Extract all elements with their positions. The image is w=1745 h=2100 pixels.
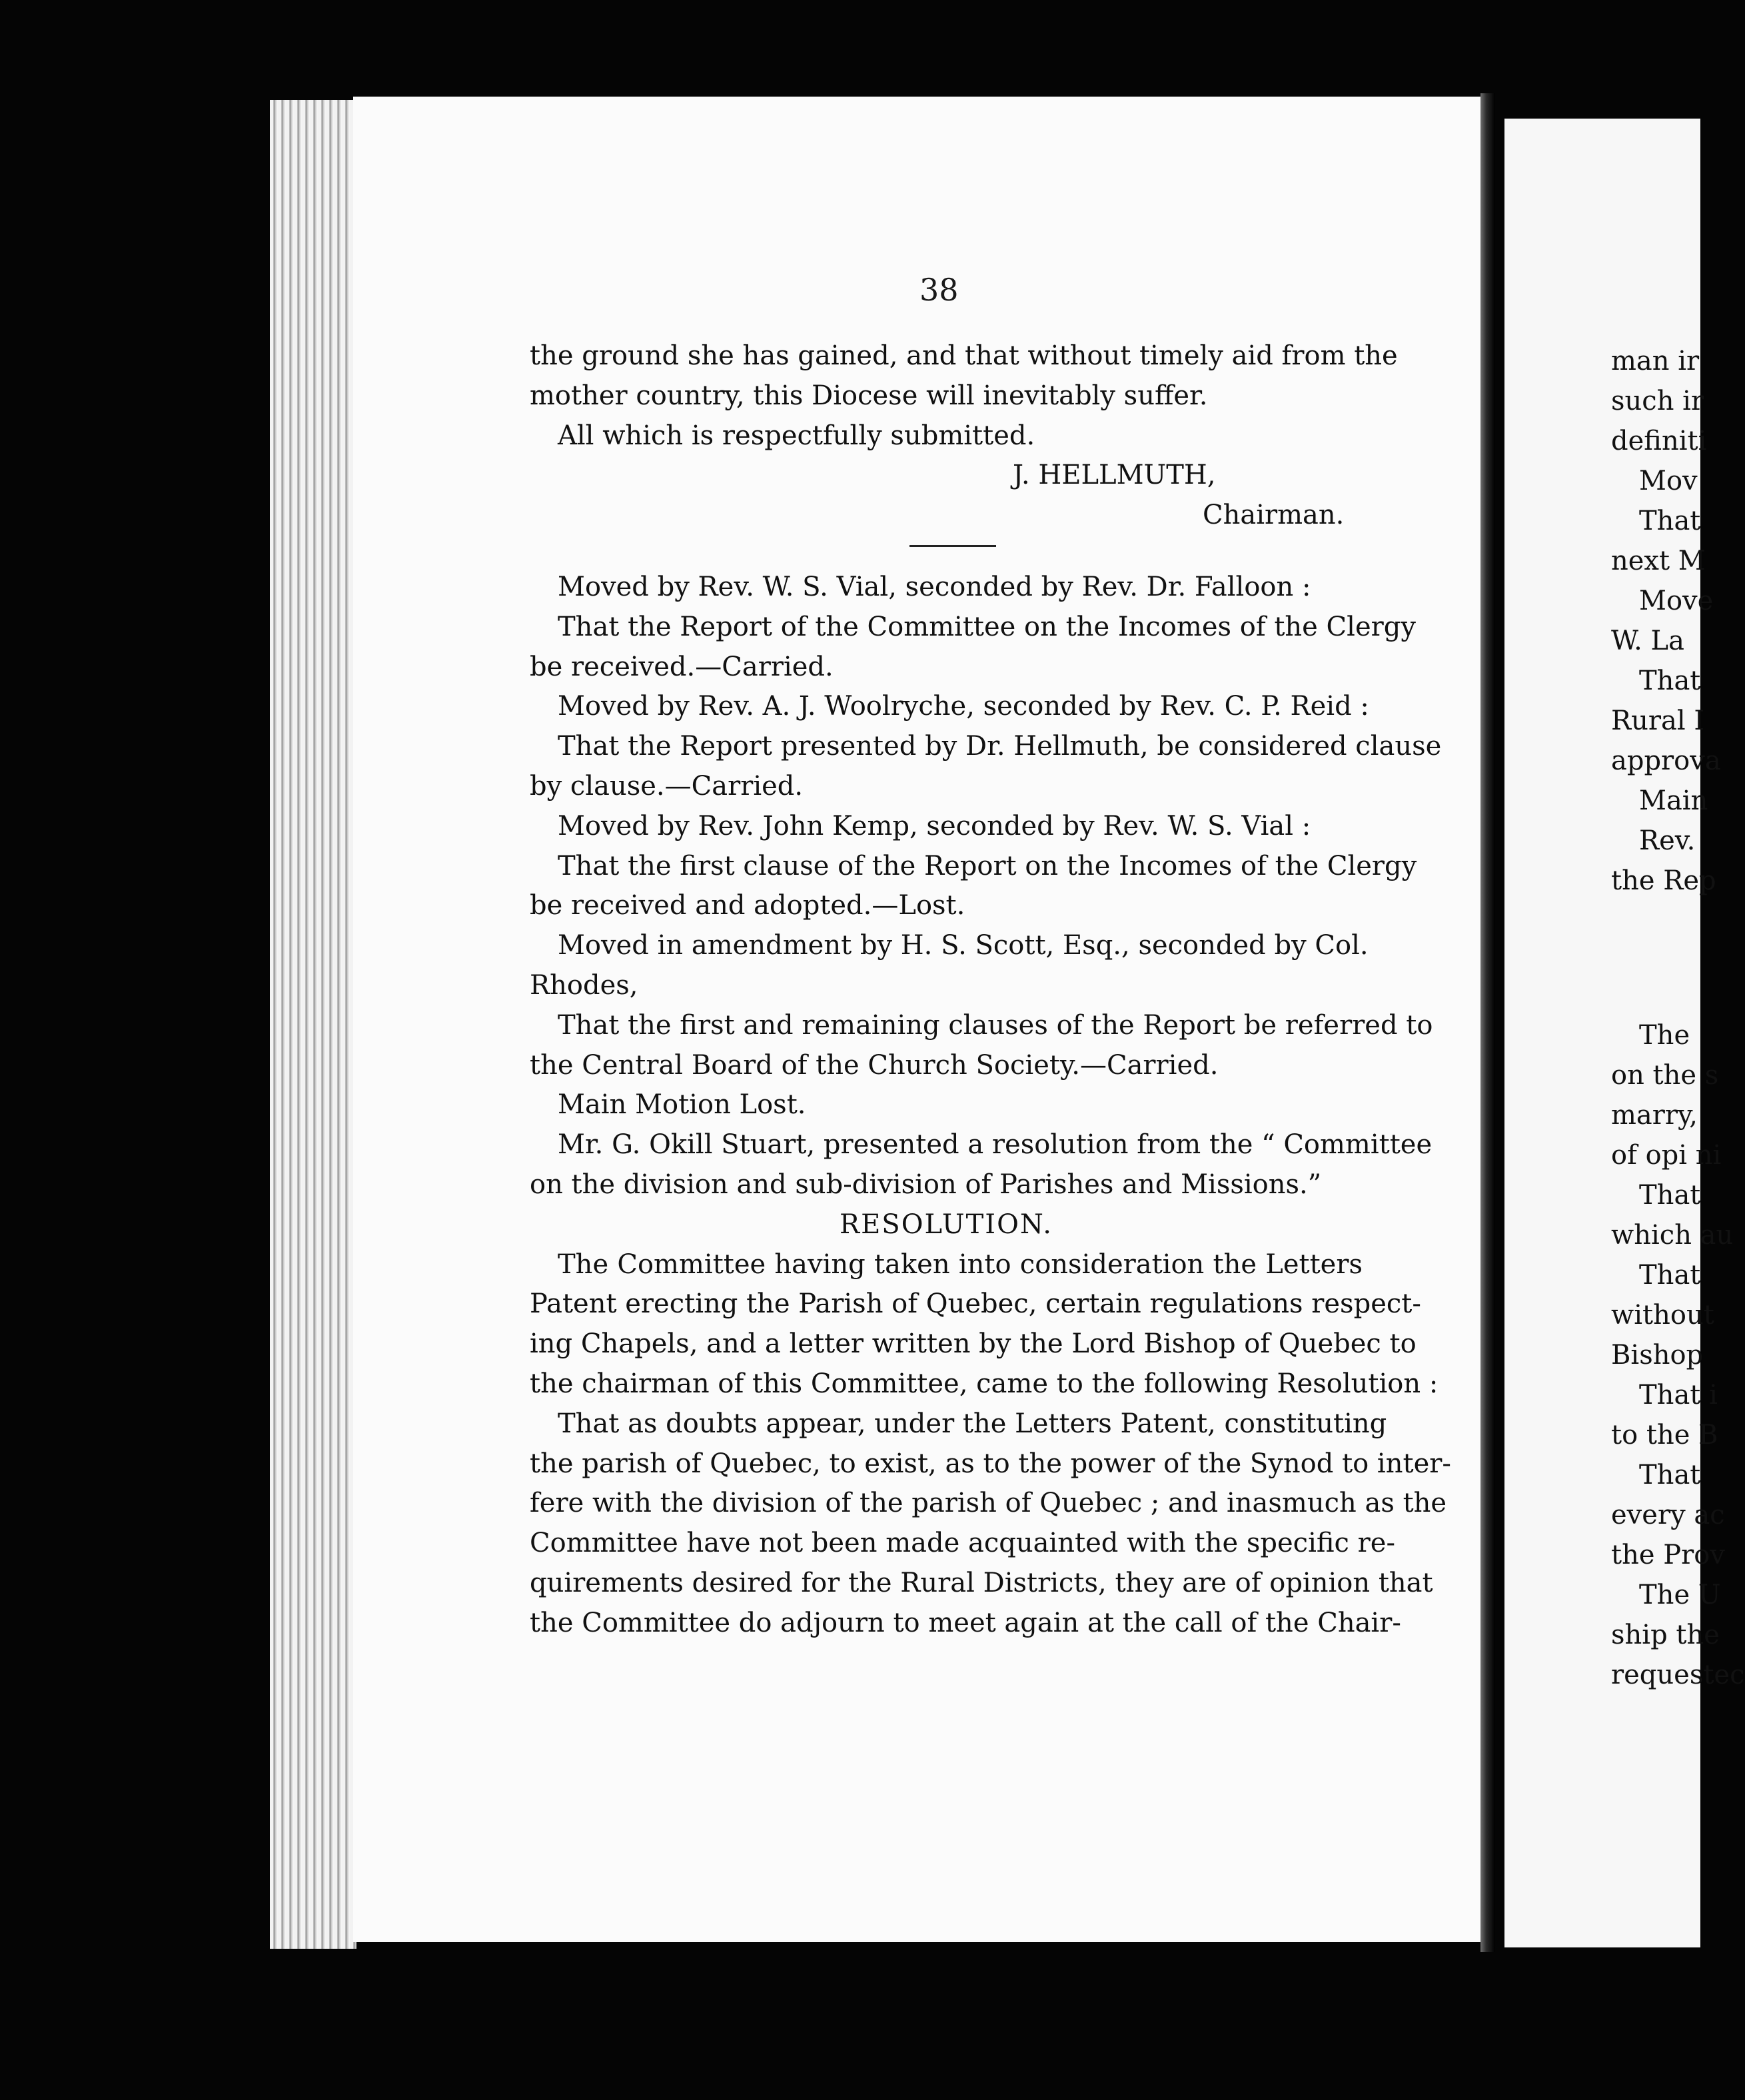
facing-text-fragment: next M (1611, 546, 1706, 576)
page-number: 38 (919, 272, 959, 308)
text-line: Patent erecting the Parish of Quebec, certain regulations respect- (530, 1289, 1421, 1320)
page-edges (270, 100, 356, 1949)
facing-text-fragment: Bishop (1611, 1340, 1704, 1370)
text-line: That the Report presented by Dr. Hellmuth, be considered clause (558, 731, 1442, 762)
facing-text-fragment: such ir (1611, 386, 1704, 416)
text-line: That the first clause of the Report on the Incomes of the Clergy (558, 850, 1417, 881)
text-line: on the division and sub-division of Parishes and Missions.” (530, 1169, 1322, 1200)
facing-text-fragment: That i (1639, 1380, 1718, 1410)
text-line: Mr. G. Okill Stuart, presented a resolution from the “ Committee (558, 1129, 1433, 1161)
facing-text-fragment: Move (1639, 586, 1714, 616)
facing-text-fragment: The (1639, 1020, 1690, 1051)
facing-text-fragment: definiti (1611, 426, 1707, 456)
text-line: by clause.—Carried. (530, 770, 804, 801)
text-line: the ground she has gained, and that without timely aid from the (530, 340, 1398, 371)
book-gutter (1480, 93, 1495, 1952)
text-line: All which is respectfully submitted. (558, 420, 1035, 451)
text-line: the chairman of this Committee, came to the following Resolution : (530, 1368, 1439, 1399)
facing-text-fragment: requestec (1611, 1660, 1745, 1690)
text-line: be received.—Carried. (530, 651, 834, 682)
text-line: Rhodes, (530, 969, 638, 1001)
signatory-title: Chairman. (1203, 500, 1345, 531)
facing-text-fragment: That (1639, 506, 1701, 536)
text-line: That the first and remaining clauses of the Report be referred to (558, 1009, 1433, 1041)
text-line: the Central Board of the Church Society.—Carried. (530, 1049, 1219, 1081)
text-line: fere with the division of the parish of Quebec ; and inasmuch as the (530, 1488, 1447, 1519)
text-line: the Committee do adjourn to meet again at the call of the Chair- (530, 1607, 1401, 1638)
facing-text-fragment: The U (1639, 1580, 1721, 1610)
text-line: Moved by Rev. W. S. Vial, seconded by Rev. Dr. Falloon : (558, 571, 1311, 602)
text-line: That the Report of the Committee on the Incomes of the Clergy (558, 611, 1416, 642)
facing-text-fragment: which au (1611, 1220, 1734, 1251)
facing-text-fragment: Main (1639, 786, 1708, 816)
text-line: the parish of Quebec, to exist, as to the power of the Synod to inter- (530, 1448, 1451, 1479)
facing-text-fragment: ship the (1611, 1620, 1720, 1650)
facing-text-fragment: on the s (1611, 1060, 1719, 1091)
facing-text-fragment: That (1639, 1460, 1701, 1490)
text-line: Committee have not been made acquainted with the specific re- (530, 1528, 1395, 1559)
facing-text-fragment: of opi ni (1611, 1140, 1722, 1171)
section-heading: RESOLUTION. (839, 1209, 1053, 1240)
divider-rule (909, 545, 996, 547)
text-line: That as doubts appear, under the Letters Patent, constituting (558, 1408, 1387, 1439)
facing-text-fragment: without (1611, 1300, 1714, 1330)
facing-text-fragment: Mov (1639, 466, 1698, 496)
facing-text-fragment: approva (1611, 746, 1721, 776)
facing-text-fragment: W. La (1611, 626, 1684, 656)
facing-text-fragment: That (1639, 1180, 1701, 1211)
page-body (530, 336, 1451, 1644)
facing-text-fragment: man ir (1611, 346, 1700, 376)
text-line: Moved in amendment by H. S. Scott, Esq., seconded by Col. (558, 930, 1369, 961)
text-line: Moved by Rev. John Kemp, seconded by Rev. W. S. Vial : (558, 810, 1311, 841)
facing-text-fragment: Rural I (1611, 706, 1705, 736)
facing-text-fragment: the Prov (1611, 1540, 1725, 1570)
text-line: Main Motion Lost. (558, 1089, 806, 1121)
facing-text-fragment: Rev. (1639, 825, 1696, 856)
signatory-name: J. HELLMUTH, (1013, 460, 1216, 491)
text-line: mother country, this Diocese will inevitably suffer. (530, 380, 1208, 411)
text-line: Moved by Rev. A. J. Woolryche, seconded by Rev. C. P. Reid : (558, 691, 1369, 722)
facing-text-fragment: every ac (1611, 1500, 1725, 1530)
facing-text-fragment: That (1639, 666, 1701, 696)
facing-text-fragment: the Rep (1611, 865, 1716, 896)
text-line: The Committee having taken into consideration the Letters (558, 1249, 1363, 1280)
facing-text-fragment: marry, (1611, 1100, 1698, 1131)
facing-text-fragment: That (1639, 1260, 1701, 1291)
text-line: ing Chapels, and a letter written by the Lord Bishop of Quebec to (530, 1328, 1417, 1360)
text-line: quirements desired for the Rural Districts, they are of opinion that (530, 1567, 1433, 1598)
facing-text-fragment: to the B (1611, 1420, 1718, 1450)
section-divider (530, 536, 1363, 568)
text-line: be received and adopted.—Lost. (530, 890, 965, 921)
